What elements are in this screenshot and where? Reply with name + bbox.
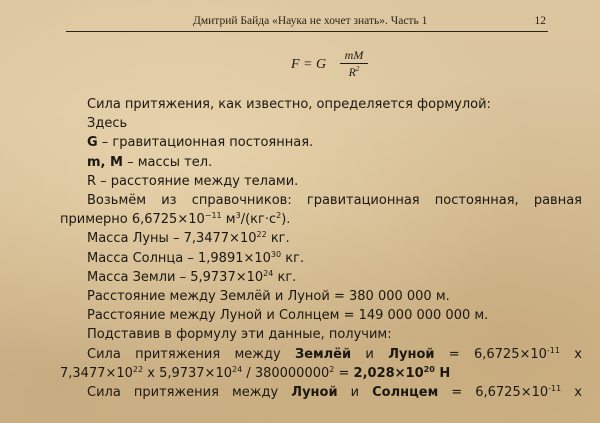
force-result: $2,028\times 10^{20}$ Н	[353, 364, 451, 381]
distance-moon-sun: Расстояние между Луной и Солнцем = 149 000 000 000 м.	[87, 308, 489, 324]
definition-distance: R – расстояние между телами.	[87, 173, 299, 189]
running-title: Дмитрий Байда «Наука не хочет знать». Часть 1	[193, 15, 428, 27]
force-earth-moon-line-1: Сила притяжения между Землёй и Луной = $6,6725\times 10^{-11}$ х	[87, 345, 582, 362]
page-number: 12	[534, 15, 546, 27]
moon-mass: Масса Луны – $7,3477\times 10^{22}$ кг.	[87, 230, 290, 247]
substitution-line: Подставив в формулу эти данные, получим:	[87, 327, 392, 343]
formula-denominator: $R^2$	[348, 65, 360, 79]
force-moon-sun-line-1: Сила притяжения между Луной и Солнцем = $6,6725\times 10^{-11}$ х	[87, 384, 582, 401]
distance-earth-moon: Расстояние между Землёй и Луной = 380 000 000 м.	[87, 289, 450, 305]
definition-masses: m, M – массы тел.	[87, 154, 213, 170]
header-rule	[66, 31, 548, 32]
page-header	[66, 12, 546, 32]
earth-mass: Масса Земли – $5,9737\times 10^{24}$ кг.	[87, 268, 297, 285]
formula-numerator: mM	[344, 48, 364, 62]
gravity-formula	[285, 48, 375, 84]
fraction-bar	[340, 63, 368, 64]
formula-fraction	[340, 48, 368, 79]
paragraph-here: Здесь	[87, 116, 128, 132]
formula-lhs: F = G	[291, 57, 327, 72]
definition-g: G – гравитационная постоянная.	[87, 135, 314, 151]
sun-mass: Масса Солнца – $1,9891\times 10^{30}$ кг.	[87, 249, 305, 266]
reference-line-2: примерно $6,6725\times 10^{-11}$ $м^3/(кг\cdot с^2)$.	[60, 211, 291, 228]
paragraph-intro: Сила притяжения, как известно, определяется формулой:	[87, 97, 491, 112]
force-earth-moon-line-2: $7,3477\times 10^{22}$ х $5,9737\times 10^{24} / 380000000^2 = 2,028\times 10^{20}$ Н	[60, 364, 451, 381]
body-text	[60, 95, 582, 402]
reference-line-1: Возьмём из справочников: гравитационная постоянная, равная	[87, 193, 582, 209]
